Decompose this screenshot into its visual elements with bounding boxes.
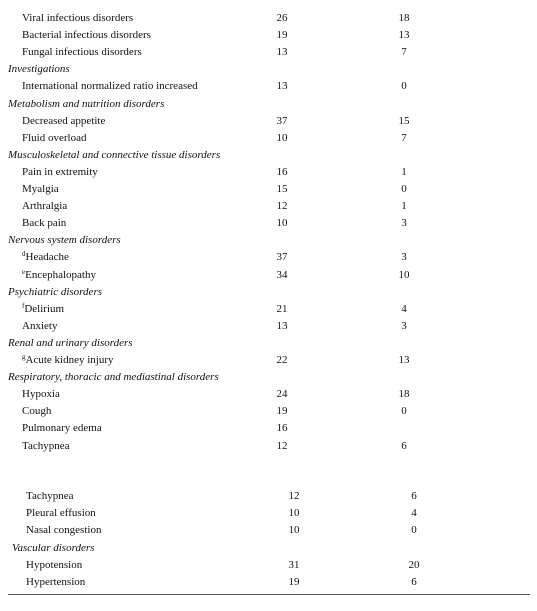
table-row <box>0 113 537 130</box>
category-label <box>8 96 164 113</box>
table-row <box>0 130 537 147</box>
value-col-2: 18 <box>398 388 410 401</box>
row-label-text: Hypoxia <box>22 388 60 401</box>
category-label <box>12 540 94 557</box>
row-label <box>26 505 96 522</box>
value-col-1: 13 <box>276 319 288 332</box>
table-row <box>0 249 537 266</box>
table-bottom-rule <box>8 594 530 595</box>
table-row <box>0 78 537 95</box>
value-col-1: 19 <box>276 405 288 418</box>
row-label-text: Delirium <box>24 302 65 315</box>
row-label <box>26 557 82 574</box>
footnote-marker: f <box>22 301 25 310</box>
value-col-1: 10 <box>276 131 288 144</box>
row-label <box>22 352 113 369</box>
row-label-text: Vascular disorders <box>12 541 95 554</box>
table-row <box>0 420 537 437</box>
row-label-text: Fluid overload <box>22 131 87 144</box>
value-col-2: 7 <box>401 131 407 144</box>
value-col-1: 34 <box>276 268 288 281</box>
row-label-text: Encephalopathy <box>25 268 96 281</box>
value-col-2: 4 <box>411 507 417 520</box>
row-label-text: Anxiety <box>22 319 58 332</box>
value-col-2: 3 <box>401 251 407 264</box>
value-col-2: 13 <box>398 354 410 366</box>
table-row <box>0 181 537 198</box>
category-label <box>8 335 133 352</box>
value-col-2: 0 <box>401 183 407 195</box>
footnote-marker: e <box>22 267 26 276</box>
row-label-text: Myalgia <box>22 183 59 195</box>
table-row <box>0 318 537 335</box>
footnote-marker: d <box>22 250 26 259</box>
value-col-2: 13 <box>398 29 410 42</box>
category-row <box>0 540 537 557</box>
value-col-2: 3 <box>401 217 407 230</box>
category-label <box>8 369 219 386</box>
table-row <box>0 403 537 420</box>
table-row <box>0 164 537 181</box>
row-label <box>22 438 69 455</box>
row-label-text: Respiratory, thoracic and mediastinal disorders <box>8 371 219 384</box>
table-row <box>0 27 537 44</box>
table-row <box>0 522 537 539</box>
table-row <box>0 557 537 574</box>
row-label <box>22 420 102 437</box>
row-label-text: Headache <box>25 251 69 264</box>
row-label-text: Nervous system disorders <box>8 234 121 247</box>
table-row <box>0 386 537 403</box>
value-col-1: 19 <box>288 576 300 588</box>
table-row <box>0 505 537 522</box>
category-row <box>0 335 537 352</box>
row-label-text: Pulmonary edema <box>22 422 102 435</box>
category-row <box>0 284 537 301</box>
table-row <box>0 44 537 61</box>
category-label <box>8 147 220 164</box>
category-label <box>8 61 70 78</box>
row-label <box>22 164 98 181</box>
value-col-2: 15 <box>398 114 410 127</box>
value-col-2: 18 <box>398 12 410 24</box>
category-row <box>0 232 537 249</box>
row-label-text: Acute kidney injury <box>25 354 114 366</box>
row-label <box>22 181 59 198</box>
row-label <box>22 386 60 403</box>
table-row <box>0 352 537 369</box>
table-row <box>0 10 537 27</box>
row-label-text: Pleural effusion <box>26 507 96 520</box>
category-row <box>0 147 537 164</box>
value-col-1: 24 <box>276 388 288 401</box>
value-col-1: 15 <box>276 183 288 195</box>
value-col-2: 1 <box>401 165 407 178</box>
value-col-2: 4 <box>401 302 407 315</box>
table-row <box>0 438 537 455</box>
value-col-1: 16 <box>276 165 288 178</box>
row-label-text: International normalized ratio increased <box>22 80 198 93</box>
table-row <box>0 198 537 215</box>
row-label-text: Tachypnea <box>22 439 70 452</box>
row-label <box>22 78 198 95</box>
footnote-marker: g <box>22 353 26 361</box>
row-label-text: Investigations <box>8 63 70 76</box>
value-col-2: 1 <box>401 200 407 213</box>
row-label-text: Metabolism and nutrition disorders <box>8 97 165 110</box>
table-row <box>0 488 537 505</box>
row-label <box>22 10 133 27</box>
row-label-text: Fungal infectious disorders <box>22 46 142 59</box>
value-col-2: 0 <box>411 524 417 537</box>
table-row <box>0 301 537 318</box>
value-col-1: 10 <box>288 507 300 520</box>
category-row <box>0 61 537 78</box>
row-label-text: Hypotension <box>26 558 83 571</box>
row-label <box>22 403 51 420</box>
value-col-1: 37 <box>276 251 288 264</box>
row-label-text: Decreased appetite <box>22 114 106 127</box>
table-row <box>0 574 537 591</box>
row-label <box>26 488 73 505</box>
row-label-text: Pain in extremity <box>22 165 98 178</box>
category-label <box>8 284 102 301</box>
value-col-1: 19 <box>276 29 288 42</box>
row-label-text: Tachypnea <box>26 490 74 502</box>
value-col-2: 7 <box>401 46 407 59</box>
row-label <box>26 574 85 591</box>
table-row <box>0 267 537 284</box>
value-col-1: 26 <box>276 12 288 24</box>
row-label <box>22 27 151 44</box>
value-col-1: 12 <box>276 439 288 452</box>
row-label-text: Psychiatric disorders <box>8 285 102 298</box>
value-col-1: 37 <box>276 114 288 127</box>
value-col-2: 6 <box>411 576 417 588</box>
row-label <box>22 130 86 147</box>
row-label-text: Musculoskeletal and connective tissue disorders <box>8 148 221 161</box>
row-label <box>22 113 105 130</box>
value-col-1: 16 <box>276 422 288 435</box>
row-label <box>22 44 142 61</box>
row-label-text: Cough <box>22 405 52 418</box>
value-col-2: 6 <box>401 439 407 452</box>
row-label <box>22 267 96 284</box>
value-col-1: 21 <box>276 302 288 315</box>
row-label-text: Hypertension <box>26 576 86 588</box>
value-col-2: 6 <box>411 490 417 502</box>
row-label <box>22 318 57 335</box>
value-col-1: 22 <box>276 354 288 366</box>
category-row <box>0 96 537 113</box>
value-col-2: 20 <box>408 558 420 571</box>
row-label-text: Viral infectious disorders <box>22 12 134 24</box>
category-row <box>0 369 537 386</box>
row-label <box>22 198 67 215</box>
value-col-1: 12 <box>276 200 288 213</box>
value-col-1: 10 <box>288 524 300 537</box>
category-label <box>8 232 121 249</box>
row-label-text: Nasal congestion <box>26 524 102 537</box>
value-col-2: 3 <box>401 319 407 332</box>
table-row <box>0 215 537 232</box>
row-label <box>26 522 101 539</box>
value-col-2: 0 <box>401 80 407 93</box>
row-label-text: Back pain <box>22 217 67 230</box>
row-label <box>22 301 64 318</box>
value-col-1: 13 <box>276 80 288 93</box>
value-col-1: 10 <box>276 217 288 230</box>
row-label <box>22 249 69 266</box>
row-label-text: Bacterial infectious disorders <box>22 29 151 42</box>
value-col-1: 31 <box>288 558 300 571</box>
row-label-text: Arthralgia <box>22 200 68 213</box>
value-col-1: 12 <box>288 490 300 502</box>
value-col-2: 0 <box>401 405 407 418</box>
value-col-1: 13 <box>276 46 288 59</box>
row-label <box>22 215 66 232</box>
row-label-text: Renal and urinary disorders <box>8 336 133 349</box>
value-col-2: 10 <box>398 268 410 281</box>
